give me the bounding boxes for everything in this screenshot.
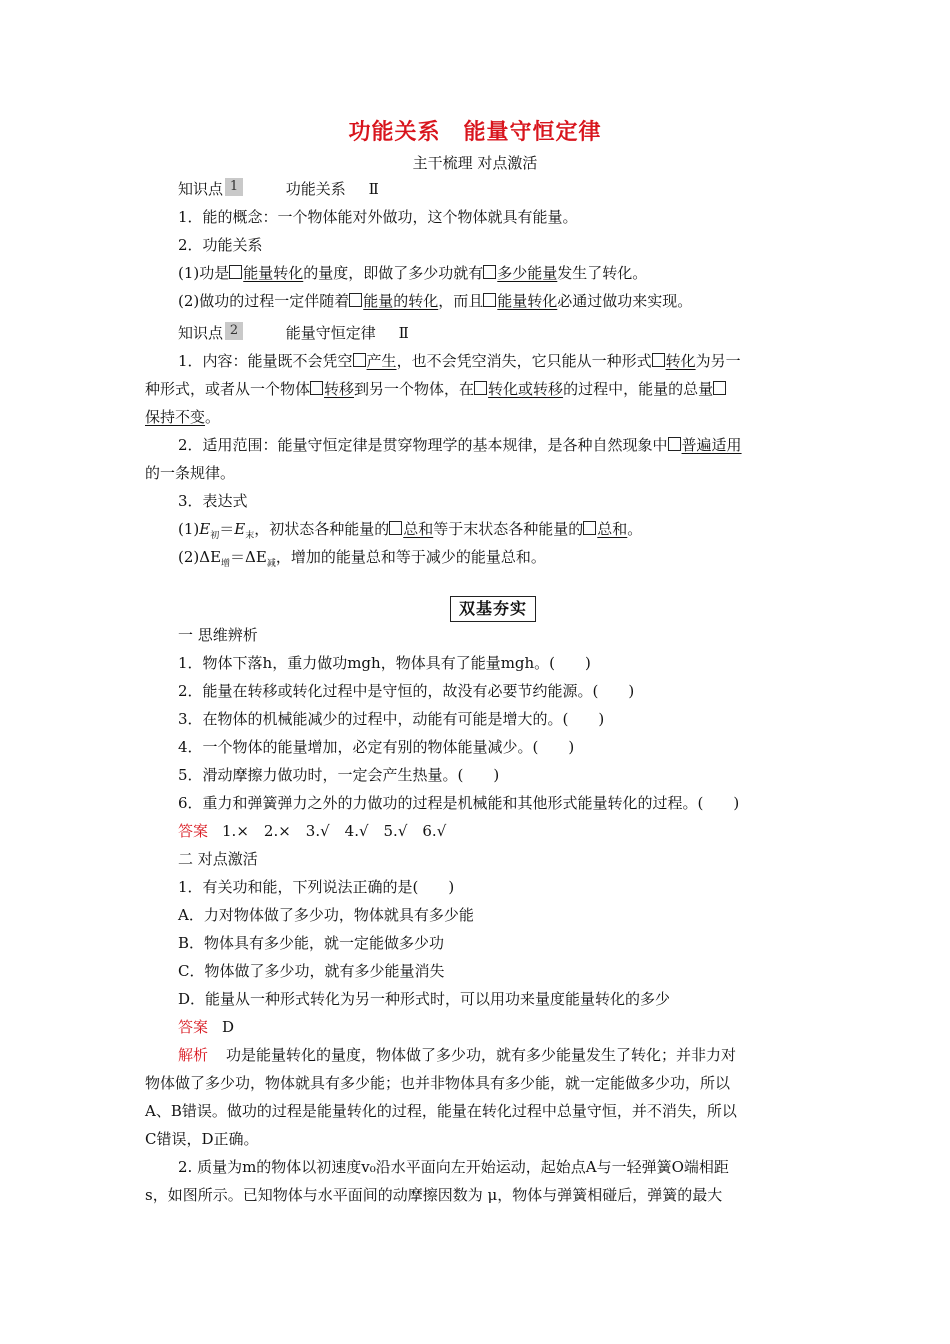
- kp-label: 知识点: [178, 180, 224, 198]
- knowledge-point-2-header: [178, 322, 409, 344]
- fill-answer: 总和: [597, 520, 628, 538]
- explanation-label: 解析: [178, 1046, 209, 1064]
- kp-label: 知识点: [178, 324, 224, 342]
- page-subtitle: 主干梳理 对点激活: [412, 154, 538, 172]
- knowledge-point-1-header: [178, 178, 379, 200]
- blank-box: [349, 293, 362, 307]
- text-fragment: (1)功是: [178, 264, 230, 282]
- kp-number-badge: 2: [225, 322, 243, 340]
- blank-box: [483, 293, 496, 307]
- text-fragment: 的量度，即做了多少功就有: [303, 264, 484, 282]
- fill-answer: 保持不变: [145, 408, 206, 426]
- text-line: [178, 434, 742, 456]
- question-stem: 2. 质量为m的物体以初速度v₀沿水平面向左开始运动，起始点A与一轻弹簧O端相距: [178, 1158, 729, 1176]
- text-line: [178, 262, 647, 284]
- text-fragment: 到另一个物体，在: [354, 380, 475, 398]
- section-label: 一 思维辨析: [178, 626, 258, 644]
- fill-answer: 能量转化: [243, 264, 304, 282]
- option: D．能量从一种形式转化为另一种形式时，可以用功来量度能量转化的多少: [178, 990, 671, 1008]
- fill-answer: 能量的转化: [363, 292, 439, 310]
- answer-line: [178, 1016, 234, 1038]
- option: B．物体具有多少能，就一定能做多少功: [178, 934, 445, 952]
- section-heading-box: 双基夯实: [450, 596, 536, 622]
- text-fragment: 减: [266, 559, 276, 569]
- text-fragment: 。: [627, 520, 643, 538]
- text-fragment: 2．适用范围：能量守恒定律是贯穿物理学的基本规律，是各种自然现象中: [178, 436, 668, 454]
- text-fragment: 的过程中，能量的总量: [563, 380, 714, 398]
- fill-answer: 转化: [665, 352, 696, 370]
- text-fragment: ，而且: [438, 292, 484, 310]
- text-line: 1．能的概念：一个物体能对外做功，这个物体就具有能量。: [178, 208, 578, 226]
- text-fragment: 为另一: [695, 352, 741, 370]
- answer-line: [178, 820, 446, 842]
- text-fragment: 等于末状态各种能量的: [433, 520, 584, 538]
- text-fragment: (2)做功的过程一定伴随着: [178, 292, 350, 310]
- kp-level: Ⅱ: [398, 324, 409, 342]
- text-fragment: 种形式，或者从一个物体: [145, 380, 311, 398]
- kp-level: Ⅱ: [368, 180, 379, 198]
- text-line: 的一条规律。: [145, 464, 236, 482]
- text-line: [178, 546, 546, 575]
- text-fragment: 。: [205, 408, 221, 426]
- text-line: 3．表达式: [178, 492, 248, 510]
- text-fragment: ，增加的能量总和等于减少的能量总和。: [275, 548, 546, 566]
- blank-box: [353, 353, 366, 367]
- fill-answer: 普遍适用: [681, 436, 742, 454]
- option: C．物体做了多少功，就有多少能量消失: [178, 962, 445, 980]
- text-fragment: 末: [245, 531, 255, 541]
- answer-text: 1.× 2.× 3.√ 4.√ 5.√ 6.√: [222, 822, 447, 840]
- text-fragment: E: [199, 520, 211, 538]
- text-fragment: ，初状态各种能量的: [254, 520, 390, 538]
- explanation-line: A、B错误。做功的过程是能量转化的过程，能量在转化过程中总量守恒，并不消失，所以: [145, 1102, 737, 1120]
- blank-box: [229, 265, 242, 279]
- page-title: 功能关系 能量守恒定律: [348, 120, 602, 145]
- blank-box: [668, 437, 681, 451]
- explanation-line: [178, 1044, 736, 1066]
- text-line: [145, 378, 727, 400]
- text-line: 2．功能关系: [178, 236, 263, 254]
- answer-text: D: [222, 1018, 235, 1036]
- section-label: 二 对点激活: [178, 850, 258, 868]
- blank-box: [483, 265, 496, 279]
- text-fragment: E: [234, 520, 246, 538]
- text-fragment: 必通过做功来实现。: [557, 292, 693, 310]
- text-fragment: (2)ΔE: [178, 548, 222, 566]
- text-fragment: 发生了转化。: [557, 264, 648, 282]
- blank-box: [389, 521, 402, 535]
- judge-item: 1．物体下落h，重力做功mgh，物体具有了能量mgh。( ): [178, 654, 591, 672]
- text-fragment: 初: [210, 531, 220, 541]
- kp-name: 功能关系: [285, 180, 346, 198]
- question-stem: 1．有关功和能，下列说法正确的是( ): [178, 878, 455, 896]
- blank-box: [652, 353, 665, 367]
- text-fragment: 功是能量转化的量度，物体做了多少功，就有多少能量发生了转化；并非力对: [226, 1046, 737, 1064]
- judge-item: 5．滑动摩擦力做功时，一定会产生热量。( ): [178, 766, 500, 784]
- fill-answer: 能量转化: [497, 292, 558, 310]
- blank-box: [583, 521, 596, 535]
- explanation-line: C错误，D正确。: [145, 1130, 259, 1148]
- text-line: [178, 290, 692, 312]
- fill-answer: 总和: [403, 520, 434, 538]
- text-line: [178, 518, 642, 547]
- kp-name: 能量守恒定律: [285, 324, 376, 342]
- text-fragment: 增: [221, 559, 231, 569]
- text-line: [178, 350, 741, 372]
- fill-answer: 转化或转移: [488, 380, 564, 398]
- fill-answer: 转移: [324, 380, 355, 398]
- fill-answer: 产生: [366, 352, 397, 370]
- fill-answer: 多少能量: [497, 264, 558, 282]
- judge-item: 6．重力和弹簧弹力之外的力做功的过程是机械能和其他形式能量转化的过程。( ): [178, 794, 740, 812]
- explanation-line: 物体做了多少功，物体就具有多少能；也并非物体具有多少能，就一定能做多少功，所以: [145, 1074, 731, 1092]
- text-fragment: (1): [178, 520, 200, 538]
- blank-box: [474, 381, 487, 395]
- question-stem: s，如图所示。已知物体与水平面间的动摩擦因数为 μ，物体与弹簧相碰后，弹簧的最大: [145, 1186, 723, 1204]
- answer-label: 答案: [178, 1018, 209, 1036]
- kp-number-badge: 1: [225, 178, 243, 196]
- option: A．力对物体做了多少功，物体就具有多少能: [178, 906, 474, 924]
- text-fragment: ＝ΔE: [230, 548, 267, 566]
- text-line: [145, 406, 220, 428]
- judge-item: 4．一个物体的能量增加，必定有别的物体能量减少。( ): [178, 738, 575, 756]
- answer-label: 答案: [178, 822, 209, 840]
- text-fragment: 1．内容：能量既不会凭空: [178, 352, 353, 370]
- judge-item: 2．能量在转移或转化过程中是守恒的，故没有必要节约能源。( ): [178, 682, 635, 700]
- blank-box: [713, 381, 726, 395]
- text-fragment: ，也不会凭空消失，它只能从一种形式: [396, 352, 652, 370]
- text-fragment: ＝: [219, 520, 235, 538]
- blank-box: [310, 381, 323, 395]
- judge-item: 3．在物体的机械能减少的过程中，动能有可能是增大的。( ): [178, 710, 605, 728]
